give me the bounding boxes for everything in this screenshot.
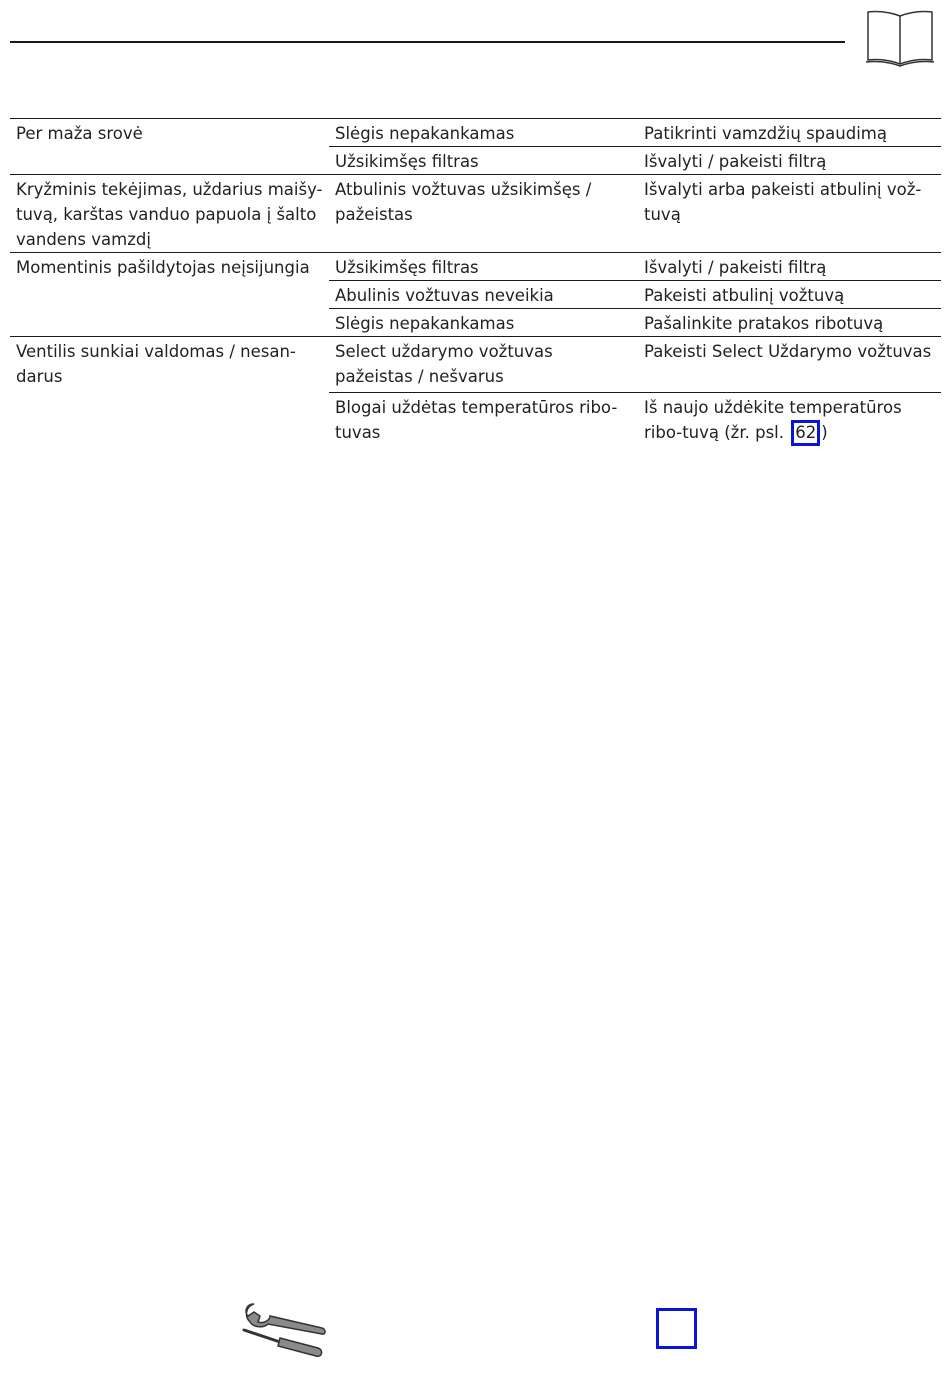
cause-cell: Slėgis nepakankamas <box>329 309 638 337</box>
cause-cell: Abulinis vožtuvas neveikia <box>329 281 638 309</box>
page-reference-link[interactable]: 62 <box>791 420 820 446</box>
page-link-box[interactable] <box>656 1308 697 1349</box>
problem-cell <box>10 393 329 447</box>
problem-cell: Ventilis sunkiai valdomas / nesan-darus <box>10 337 329 393</box>
remedy-cell <box>638 393 941 447</box>
problem-cell <box>10 147 329 175</box>
problem-cell <box>10 309 329 337</box>
cause-cell: Select uždarymo vožtuvas pažeistas / nešvarus <box>329 337 638 393</box>
table-row <box>10 147 941 175</box>
problem-cell: Per maža srovė <box>10 119 329 147</box>
table-row <box>10 253 941 281</box>
table-row <box>10 309 941 337</box>
problem-cell: Kryžminis tekėjimas, uždarius maišy-tuvą, karštas vanduo papuola į šalto vandens vamzdį <box>10 175 329 253</box>
cause-cell: Užsikimšęs filtras <box>329 147 638 175</box>
remedy-cell: Išvalyti / pakeisti filtrą <box>638 253 941 281</box>
problem-cell <box>10 281 329 309</box>
remedy-cell: Išvalyti / pakeisti filtrą <box>638 147 941 175</box>
remedy-cell: Pašalinkite pratakos ribotuvą <box>638 309 941 337</box>
table-row <box>10 337 941 393</box>
remedy-cell: Pakeisti atbulinį vožtuvą <box>638 281 941 309</box>
remedy-cell: Patikrinti vamzdžių spaudimą <box>638 119 941 147</box>
remedy-cell: Išvalyti arba pakeisti atbulinį vož-tuvą <box>638 175 941 253</box>
cause-cell: Užsikimšęs filtras <box>329 253 638 281</box>
remedy-text-suffix: ) <box>821 423 828 442</box>
cause-cell: Slėgis nepakankamas <box>329 119 638 147</box>
cause-cell: Atbulinis vožtuvas užsikimšęs / pažeistas <box>329 175 638 253</box>
troubleshooting-table <box>10 118 941 446</box>
table-row <box>10 175 941 253</box>
header-rule <box>10 41 845 43</box>
remedy-cell: Pakeisti Select Uždarymo vožtuvas <box>638 337 941 393</box>
wrench-screwdriver-icon <box>240 1298 330 1360</box>
problem-cell: Momentinis pašildytojas neįsijungia <box>10 253 329 281</box>
cause-cell: Blogai uždėtas temperatūros ribo-tuvas <box>329 393 638 447</box>
remedy-text: Iš naujo uždėkite temperatūros ribo-tuvą (žr. psl. <box>644 398 902 442</box>
table-row <box>10 281 941 309</box>
open-book-icon <box>864 8 936 68</box>
table-row <box>10 119 941 147</box>
table-row <box>10 393 941 447</box>
